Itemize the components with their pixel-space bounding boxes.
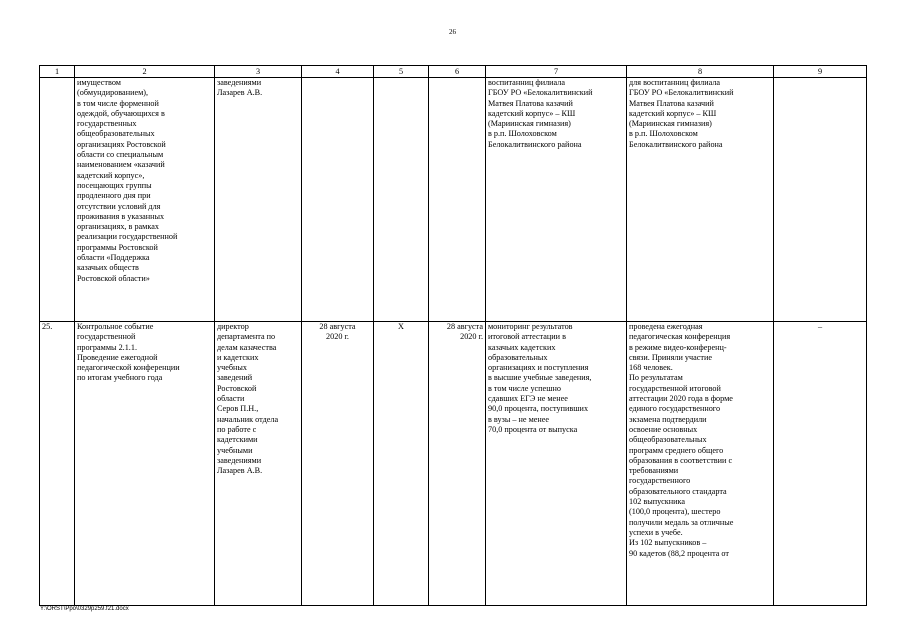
column-header: 9	[774, 66, 867, 78]
table-row	[40, 322, 867, 606]
actual-date-cell: 28 августа 2020 г.	[429, 322, 486, 606]
note-cell	[774, 78, 867, 322]
planned-date-cell: 28 августа 2020 г.	[302, 322, 374, 606]
note-cell: –	[774, 322, 867, 606]
event-name-cell: имуществом (обмундированием), в том числе форменной одеждой, обучающихся в государственных общеобразовательных организациях Ростовской области со специальным наименованием «казачий кадетский корпус», посещающих группы продленного дня при отсутствии условий для проживания в указанных организациях, в рамках реализации государственной программы Ростовской области «Поддержка казачьих обществ Ростовской области»	[75, 78, 215, 322]
row-number-cell	[40, 78, 75, 322]
column-header: 6	[429, 66, 486, 78]
row-number-cell: 25.	[40, 322, 75, 606]
column-header: 4	[302, 66, 374, 78]
column-header: 2	[75, 66, 215, 78]
column-header: 7	[486, 66, 627, 78]
table-row	[40, 78, 867, 322]
report-table	[39, 65, 867, 606]
event-name-cell: Контрольное событие государственной программы 2.1.1. Проведение ежегодной педагогической конференции по итогам учебного года	[75, 322, 215, 606]
column-header: 1	[40, 66, 75, 78]
expected-result-cell: мониторинг результатов итоговой аттестации в казачьих кадетских образовательных организациях и поступления в высшие учебные заведения, в том числе успешно сдавших ЕГЭ не менее 90,0 процента, поступивших в вузы – не менее 70,0 процента от выпуска	[486, 322, 627, 606]
responsible-cell: директор департамента по делам казачества и кадетских учебных заведений Ростовской области Серов П.Н., начальник отдела по работе с кадетскими учебными заведениями Лазарев А.В.	[215, 322, 302, 606]
page-number: 26	[449, 28, 456, 36]
start-date-cell: Х	[374, 322, 429, 606]
start-date-cell	[374, 78, 429, 322]
file-path-footer: Y:\ORST\Ppo\0329p259.f21.docx	[40, 606, 129, 612]
column-header: 3	[215, 66, 302, 78]
responsible-cell: заведениями Лазарев А.В.	[215, 78, 302, 322]
planned-date-cell	[302, 78, 374, 322]
actual-date-cell	[429, 78, 486, 322]
column-header: 5	[374, 66, 429, 78]
actual-result-cell: проведена ежегодная педагогическая конференция в режиме видео-конференц- связи. Приняли участие 168 человек. По результатам государственной итоговой аттестации 2020 года в форме единого государственного экзамена подтвердили освоение основных общеобразовательных программ среднего общего образования в соответствии с требованиями государственного образовательного стандарта 102 выпускника (100,0 процента), шестеро получили медаль за отличные успехи в учебе. Из 102 выпускников – 90 кадетов (88,2 процента от	[627, 322, 774, 606]
column-header: 8	[627, 66, 774, 78]
expected-result-cell: воспитанниц филиала ГБОУ РО «Белокалитвинский Матвея Платова казачий кадетский корпус» – КШ (Мариинская гимназия) в р.п. Шолоховском Белокалитвинского района	[486, 78, 627, 322]
column-number-row	[40, 66, 867, 78]
actual-result-cell: для воспитанниц филиала ГБОУ РО «Белокалитвинский Матвея Платова казачий кадетский корпус» – КШ (Мариинская гимназия) в р.п. Шолоховском Белокалитвинского района	[627, 78, 774, 322]
